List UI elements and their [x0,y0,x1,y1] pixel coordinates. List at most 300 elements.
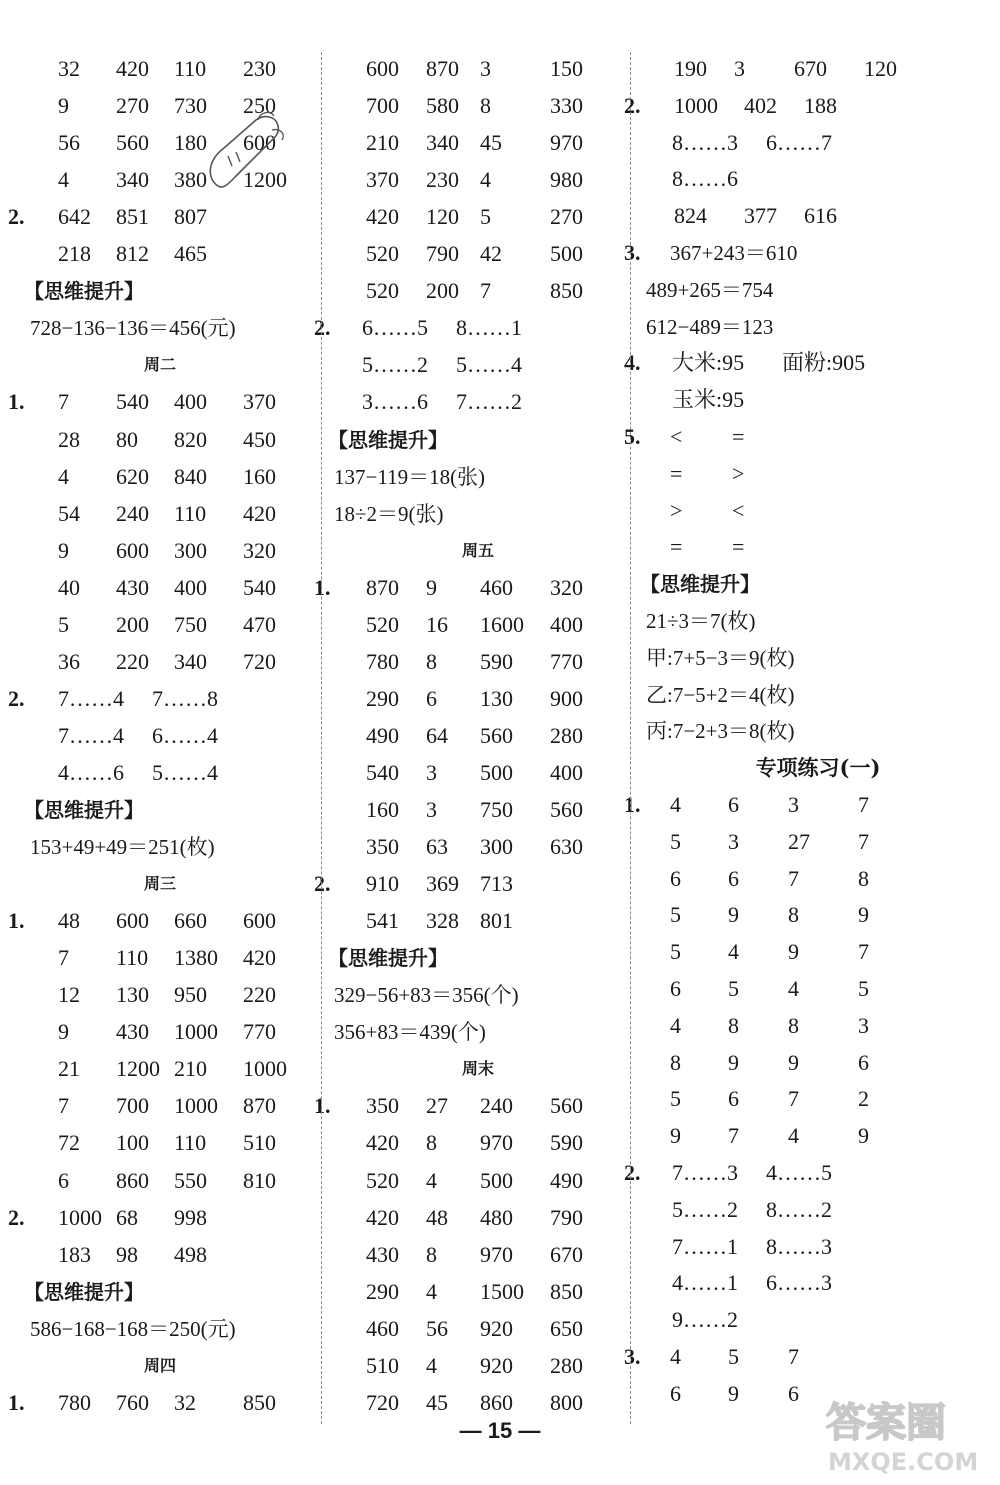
answer-cell: 4 [670,1344,681,1369]
svg-text:答案圈: 答案圈 [826,1400,946,1446]
answer-cell: 700 [366,93,399,119]
answer-row [326,1312,630,1346]
answer-cell: 6……4 [152,722,218,748]
answer-cell: 9 [728,1049,739,1075]
answer-cell: 250 [243,93,276,119]
answer-cell: 490 [550,1167,583,1193]
answer-row [0,1312,320,1346]
answer-cell: 8 [858,865,869,891]
answer-cell: 7……4 [58,685,124,711]
answer-cell: 68 [116,1204,138,1230]
answer-cell: 7 [788,1086,799,1112]
answer-cell: 400 [174,574,207,600]
answer-cell: 36 [58,648,80,674]
answer-cell: 370 [243,389,276,415]
pencil-sticker-icon [198,108,290,200]
answer-cell: 210 [366,130,399,156]
answer-cell: 9……2 [672,1307,738,1333]
answer-cell: 380 [174,167,207,193]
answer-row [624,420,1000,454]
section-title [326,534,630,568]
answer-cell: 430 [116,1019,149,1045]
answer-row [0,1386,320,1420]
answer-cell: 350 [366,1093,399,1119]
answer-cell: 580 [426,93,459,119]
question-number: 1. [624,792,641,817]
answer-cell: 5……4 [456,352,522,378]
answer-cell: 970 [480,1130,513,1156]
answer-row [636,530,1000,564]
answer-cell: 160 [243,463,276,489]
answer-row [636,898,1000,932]
answer-cell: 340 [174,648,207,674]
answer-cell: 713 [480,871,513,897]
answer-cell: 560 [550,1093,583,1119]
answer-cell: 369 [426,871,459,897]
answer-cell: 870 [426,56,459,81]
answer-row [326,1126,630,1160]
answer-cell: 870 [243,1093,276,1119]
answer-cell: 5 [670,939,681,965]
question-number: 2. [314,871,331,897]
answer-cell: 230 [426,167,459,193]
answer-cell: 5 [670,1086,681,1112]
answer-cell: 63 [426,834,448,860]
answer-cell: 328 [426,908,459,934]
answer-row [314,311,630,345]
section-title [326,1052,630,1086]
answer-cell: 8……2 [766,1196,832,1222]
answer-cell: 7 [480,278,491,304]
answer-cell: 6 [670,1380,681,1406]
svg-text:MXQE.COM: MXQE.COM [828,1448,979,1476]
section-title [0,1349,320,1383]
answer-cell: = [670,534,683,560]
answer-cell: 9 [426,574,437,600]
answer-row [0,830,320,864]
answer-cell: 200 [116,611,149,637]
answer-cell: 6 [58,1167,69,1193]
answer-cell: 8 [670,1049,681,1075]
answer-cell: 320 [550,574,583,600]
answer-cell: 998 [174,1204,207,1230]
answer-cell: 32 [174,1389,196,1415]
answer-cell: 700 [116,1093,149,1119]
answer-cell: 420 [366,1204,399,1230]
answer-cell: 7……8 [152,685,218,711]
answer-cell: 490 [366,722,399,748]
answer-cell: 150 [550,56,583,81]
answer-row [326,348,630,382]
equation-text: 乙:7−5+2＝4(枚) [646,682,795,707]
section-title-text: 周二 [143,355,176,375]
answer-cell: 650 [550,1315,583,1341]
answer-cell: 500 [550,241,583,267]
answer-cell: 64 [426,722,448,748]
answer-row [0,682,320,716]
answer-cell: 620 [116,463,149,489]
answer-cell: 6 [728,1086,739,1112]
answer-cell: 320 [243,537,276,563]
section-title-text: 周五 [461,540,494,560]
answer-row [326,978,630,1012]
answer-cell: 5 [480,204,491,230]
answer-cell: = [732,534,745,560]
answer-row [624,1340,1000,1374]
answer-cell: 200 [426,278,459,304]
answer-cell: 4 [426,1278,437,1304]
answer-cell: 27 [426,1093,448,1119]
answer-cell: 6……5 [362,315,428,341]
answer-row [0,237,320,271]
thinking-heading-text: 【思维提升】 [24,1279,144,1304]
answer-row [0,385,320,419]
answer-cell: 7……3 [672,1160,738,1185]
answer-cell: > [732,460,745,486]
answer-cell: 600 [116,908,149,934]
answer-cell: 330 [550,93,583,119]
answer-row [636,604,1000,638]
answer-cell: 520 [366,1167,399,1193]
answer-cell: 160 [366,797,399,822]
answer-cell: 760 [116,1389,149,1415]
answer-cell: 3 [788,792,799,817]
answer-cell: 218 [58,241,91,267]
answer-cell: 220 [116,648,149,674]
answer-row [636,1082,1000,1116]
question-number: 3. [624,240,641,265]
answer-cell: 540 [366,759,399,785]
answer-row [314,1089,630,1123]
answer-row [0,200,320,234]
column-divider-2 [630,52,631,1424]
answer-row [624,236,1000,270]
answer-cell: 6 [728,865,739,891]
answer-cell: 400 [174,389,207,415]
answer-cell: 510 [366,1352,399,1378]
equation-text: 489+265＝754 [646,277,774,302]
answer-cell: 9 [788,1049,799,1075]
thinking-heading-text: 【思维提升】 [328,946,448,971]
answer-cell: 7 [58,945,69,971]
answer-cell: 110 [174,56,207,81]
answer-cell: 8……3 [766,1233,832,1259]
answer-cell: 9 [788,939,799,965]
answer-row [0,1052,320,1086]
answer-cell: 8 [426,1241,437,1267]
answer-cell: 1500 [480,1278,524,1304]
answer-cell: 56 [426,1315,448,1341]
question-number: 3. [624,1344,641,1369]
answer-cell: 642 [58,204,91,230]
question-number: 2. [624,1160,641,1185]
answer-cell: 7 [58,389,69,415]
equation-text: 356+83＝439(个) [334,1020,486,1045]
answer-cell: 480 [480,1204,513,1230]
answer-row [326,645,630,679]
answer-row [636,383,1000,417]
answer-cell: 910 [366,871,399,897]
answer-cell: 812 [116,241,149,267]
equation-text: 甲:7+5−3＝9(枚) [646,645,795,670]
answer-cell: 21 [58,1056,80,1082]
answer-cell: 48 [426,1204,448,1230]
answer-cell: 54 [58,500,80,526]
answer-cell: 970 [550,130,583,156]
answer-cell: 430 [366,1241,399,1267]
answer-cell: 770 [550,648,583,674]
answer-cell: 9 [670,1123,681,1149]
question-number: 2. [8,685,25,711]
answer-cell: 750 [174,611,207,637]
answer-cell: 45 [480,130,502,156]
answer-cell: 800 [550,1389,583,1415]
answer-cell: 5 [728,976,739,1001]
answer-row [326,719,630,753]
answer-cell: 670 [794,56,827,81]
answer-cell: 45 [426,1389,448,1415]
answer-cell: 2 [858,1086,869,1112]
answer-row [326,1164,630,1198]
answer-cell: 1000 [674,92,718,118]
answer-cell: 7 [858,792,869,817]
answer-cell: 400 [550,759,583,785]
answer-cell: 110 [116,945,149,971]
answer-cell: 600 [243,908,276,934]
answer-row [326,274,630,308]
thinking-heading [326,423,630,457]
answer-row [0,1015,320,1049]
answer-row [636,162,1000,196]
question-number: 1. [8,1389,25,1415]
answer-cell: 1000 [174,1019,218,1045]
answer-cell: 3 [728,828,739,854]
answer-cell: 4 [426,1167,437,1193]
answer-row [326,1238,630,1272]
answer-cell: 6 [670,865,681,891]
answer-cell: 8……1 [456,315,522,341]
answer-cell: 402 [744,92,777,118]
answer-row [636,1119,1000,1153]
question-number: 1. [8,908,25,934]
answer-cell: 1380 [174,945,218,971]
answer-row [636,714,1000,748]
answer-cell: 860 [480,1389,513,1415]
answer-cell: 56 [58,130,80,156]
answer-row [326,460,630,494]
answer-cell: 3 [858,1012,869,1038]
answer-cell: 780 [366,648,399,674]
equation-text: 612−489＝123 [646,314,774,339]
answer-cell: 1000 [58,1204,102,1230]
answer-cell: 130 [480,685,513,711]
answer-cell: 520 [366,241,399,267]
thinking-heading [636,567,1000,601]
answer-cell: = [670,460,683,486]
answer-cell: 460 [480,574,513,600]
answer-cell: 6 [728,792,739,817]
section-title-text: 专项练习(一) [755,755,881,781]
answer-cell: 420 [243,500,276,526]
section-title [0,867,320,901]
answer-cell: 465 [174,241,207,267]
answer-cell: 970 [480,1241,513,1267]
answer-cell: 7 [788,865,799,891]
answer-cell: 900 [550,685,583,711]
answer-cell: 780 [58,1389,91,1415]
answer-cell: 100 [116,1130,149,1156]
answer-row [326,1386,630,1420]
answer-row [0,1164,320,1198]
equation-text: 728−136−136＝456(元) [30,316,236,341]
answer-row [636,126,1000,160]
answer-row [0,1126,320,1160]
answer-cell: 27 [788,828,810,854]
answer-cell: 4 [58,167,69,193]
answer-cell: 851 [116,204,149,230]
answer-row [326,126,630,160]
answer-cell: 820 [174,426,207,452]
answer-cell: 1000 [174,1093,218,1119]
answer-cell: 270 [116,93,149,119]
answer-row [314,571,630,605]
answer-cell: 510 [243,1130,276,1156]
answer-cell: 4 [788,976,799,1001]
answer-cell: 6 [670,976,681,1001]
question-number: 2. [314,315,331,341]
question-number: 1. [8,389,25,415]
answer-cell: 8……3 [672,129,738,155]
answer-row [326,608,630,642]
answer-cell: 670 [550,1241,583,1267]
answer-cell: 850 [550,1278,583,1304]
answer-cell: 550 [174,1167,207,1193]
answer-cell: 720 [366,1389,399,1415]
answer-row [326,385,630,419]
answer-cell: 340 [116,167,149,193]
answer-cell: 5……2 [672,1196,738,1222]
answer-cell: 450 [243,426,276,452]
answer-cell: 7 [788,1344,799,1369]
answer-cell: 4……6 [58,759,124,785]
answer-cell: 7……4 [58,722,124,748]
answer-row [636,52,1000,86]
answer-cell: 4 [480,167,491,193]
thinking-heading [0,793,320,827]
answer-cell: 470 [243,611,276,637]
answer-cell: 28 [58,426,80,452]
answer-row [326,793,630,827]
answer-cell: 8 [788,1012,799,1038]
answer-row [624,89,1000,123]
answer-cell: 340 [426,130,459,156]
answer-cell: 9 [858,1123,869,1149]
answer-cell: 630 [550,834,583,860]
answer-cell: 720 [243,648,276,674]
answer-cell: 3……6 [362,389,428,415]
answer-cell: 270 [550,204,583,230]
answer-cell: 110 [174,1130,207,1156]
answer-cell: 188 [804,92,837,118]
answer-cell: 12 [58,982,80,1008]
answer-cell: 120 [864,56,897,81]
answer-row [0,1089,320,1123]
answer-cell: 5……4 [152,759,218,785]
answer-cell: 5 [728,1344,739,1369]
answer-cell: 110 [174,500,207,526]
answer-cell: 616 [804,203,837,229]
answer-row [636,1193,1000,1227]
answer-cell: 1200 [116,1056,160,1082]
answer-cell: 807 [174,204,207,230]
answer-row [326,756,630,790]
answer-row [0,423,320,457]
answer-cell: 4 [426,1352,437,1378]
equation-text: 丙:7−2+3＝8(枚) [646,719,795,744]
answer-row [326,52,630,86]
answer-row [636,1266,1000,1300]
answer-row [0,941,320,975]
answer-cell: 183 [58,1241,91,1267]
answer-cell: 8 [728,1012,739,1038]
answer-cell: 32 [58,56,80,81]
answer-cell: 1000 [243,1056,287,1082]
answer-row [636,935,1000,969]
answer-cell: 350 [366,834,399,860]
answer-cell: 850 [550,278,583,304]
answer-cell: 840 [174,463,207,489]
answer-cell: 660 [174,908,207,934]
equation-text: 153+49+49＝251(枚) [30,835,215,860]
answer-cell: 180 [174,130,207,156]
answer-cell: 980 [550,167,583,193]
section-title [636,751,1000,785]
answer-cell: 810 [243,1167,276,1193]
answer-cell: 40 [58,574,80,600]
watermark-logo-icon [820,1396,990,1478]
question-number: 1. [314,574,331,600]
answer-cell: < [732,497,745,523]
answer-cell: 590 [550,1130,583,1156]
answer-cell: 130 [116,982,149,1008]
answer-cell: 4……1 [672,1270,738,1296]
answer-cell: 540 [243,574,276,600]
answer-row [326,1201,630,1235]
equation-text: 18÷2＝9(张) [334,501,444,526]
answer-cell: 6 [788,1380,799,1406]
answer-cell: 5 [670,902,681,928]
answer-row [326,904,630,938]
answer-row [636,1009,1000,1043]
answer-row [326,89,630,123]
answer-row [326,1275,630,1309]
answer-cell: 370 [366,167,399,193]
answer-cell: 824 [674,203,707,229]
answer-cell: 280 [550,1352,583,1378]
answer-row [0,978,320,1012]
answer-row [326,1015,630,1049]
answer-row [0,756,320,790]
thinking-heading [326,941,630,975]
answer-row [0,460,320,494]
answer-cell: 98 [116,1241,138,1267]
thinking-heading-text: 【思维提升】 [328,427,448,452]
answer-cell: 7……1 [672,1233,738,1259]
answer-cell: 600 [243,130,276,156]
answer-cell: < [670,424,683,449]
answer-row [0,1201,320,1235]
answer-cell: 220 [243,982,276,1008]
